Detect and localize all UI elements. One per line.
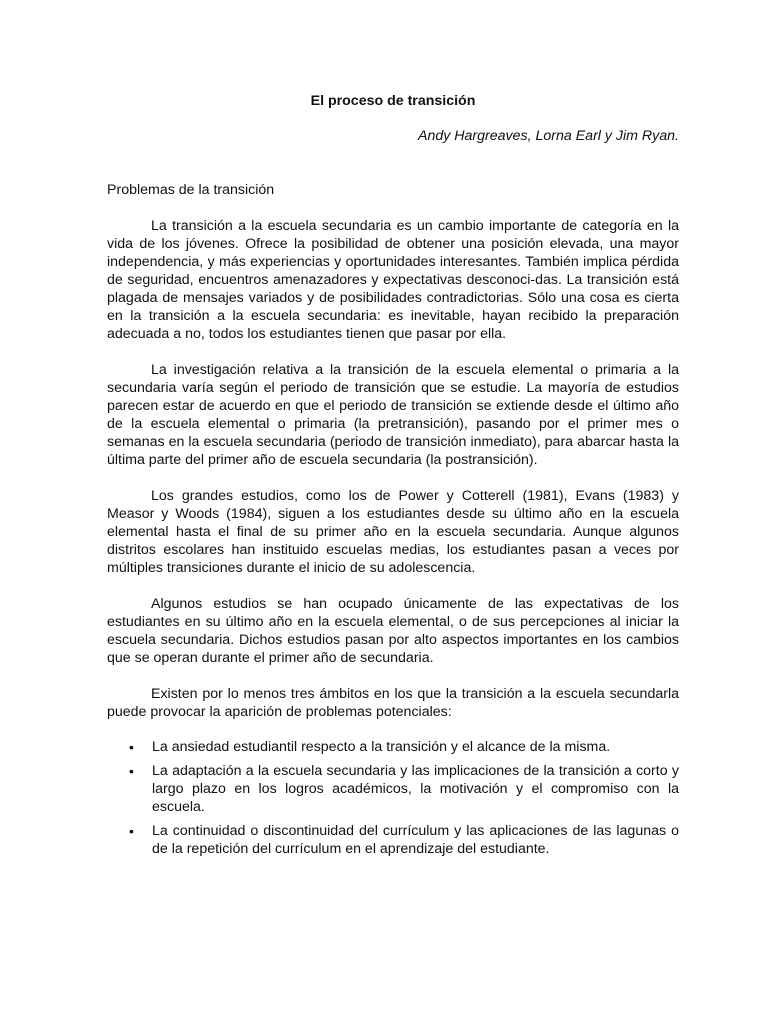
bullet-text: La continuidad o discontinuidad del currículum y las aplicaciones de las lagunas o de la repetición del currículum en el aprendizaje del estudiante. (152, 823, 679, 857)
paragraph-3: Los grandes estudios, como los de Power y Cotterell (1981), Evans (1983) y Measor y Woods (1984), siguen a los estudiantes desde su último año en la escuela elemental hasta el final de su primer año en la escuela secundaria. Aunque algunos distritos escolares han instituido escuelas medias, los estudiantes pasan a veces por múltiples transiciones durante el inicio de su adolescencia. (107, 488, 679, 576)
paragraph-4: Algunos estudios se han ocupado únicamente de las expectativas de los estudiantes en su último año en la escuela elemental, o de sus percepciones al iniciar la escuela secundaria. Dichos estudios pasan por alto aspectos importantes en los cambios que se operan durante el primer año de secundaria. (107, 596, 679, 666)
document-title: El proceso de transición (310, 93, 476, 109)
bullet-list (107, 738, 679, 858)
bullet-item-1 (107, 738, 679, 756)
document-authors: Andy Hargreaves, Lorna Earl y Jim Ryan. (417, 128, 679, 144)
paragraph-5: Existen por lo menos tres ámbitos en los que la transición a la escuela secundarla puede provocar la aparición de problemas potenciales: (107, 686, 679, 720)
bullet-text: La ansiedad estudiantil respecto a la transición y el alcance de la misma. (152, 739, 611, 755)
paragraph-1: La transición a la escuela secundaria es un cambio importante de categoría en la vida de los jóvenes. Ofrece la posibilidad de obtener una posición elevada, una mayor independencia, y más experiencias y oportunidades interesantes. También implica pérdida de seguridad, encuentros amenazadores y expectativas desconoci-das. La transición está plagada de mensajes variados y de posibilidades contradictorias. Sólo una cosa es cierta en la transición a la escuela secundaria: es inevitable, hayan recibido la preparación adecuada a no, todos los estudiantes tienen que pasar por ella. (107, 218, 679, 342)
paragraph-2: La investigación relativa a la transición de la escuela elemental o primaria a la secundaria varía según el periodo de transición que se estudie. La mayoría de estudios parecen estar de acuerdo en que el periodo de transición se extiende desde el último año de la escuela elemental o primaria (la pretransición), pasando por el primer mes o semanas en la escuela secundaria (periodo de transición inmediato), para abarcar hasta la última parte del primer año de escuela secundaria (la postransición). (107, 362, 679, 468)
bullet-icon: • (129, 823, 134, 839)
bullet-item-2 (107, 762, 679, 816)
bullet-item-3 (107, 822, 679, 858)
section-heading: Problemas de la transición (107, 182, 275, 198)
bullet-text: La adaptación a la escuela secundaria y las implicaciones de la transición a corto y largo plazo en los logros académicos, la motivación y el compromiso con la escuela. (152, 763, 679, 815)
bullet-icon: • (129, 739, 134, 755)
bullet-icon: • (129, 763, 134, 779)
document-body (107, 217, 679, 864)
